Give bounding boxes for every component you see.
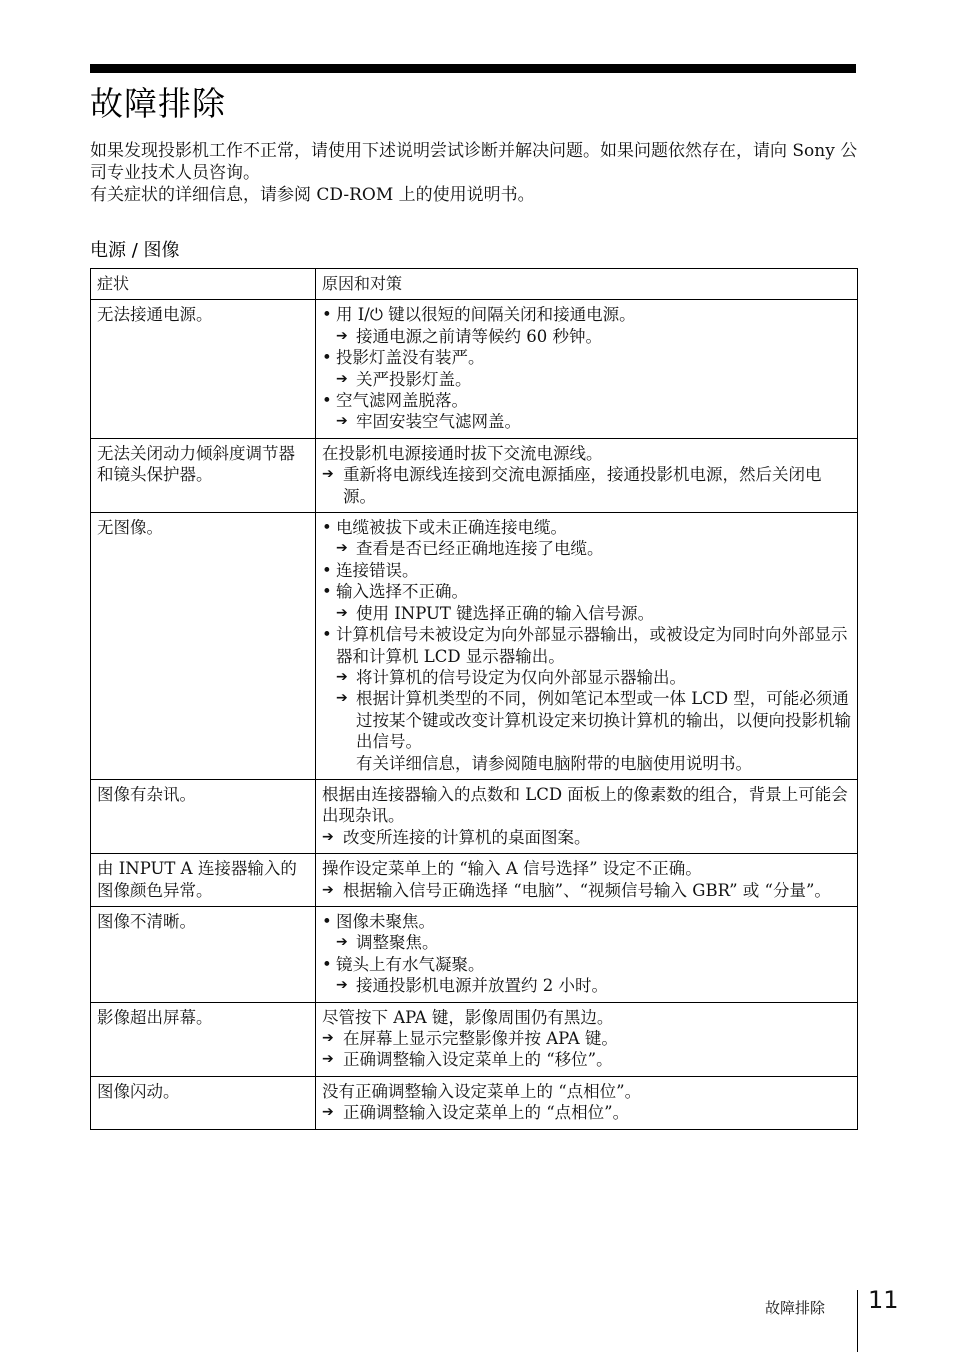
top-rule xyxy=(90,64,856,73)
remedy-item: ➔ 正确调整输入设定菜单上的 “点相位”。 xyxy=(322,1102,851,1123)
symptom-cell: 无法接通电源。 xyxy=(91,300,316,438)
symptom-cell: 由 INPUT A 连接器输入的图像颜色异常。 xyxy=(91,854,316,907)
symptom-cell: 图像闪动。 xyxy=(91,1076,316,1129)
table-row xyxy=(91,438,858,512)
table-row xyxy=(91,1076,858,1129)
remedy-cell xyxy=(316,854,858,907)
cause-item: • 空气滤网盖脱落。 xyxy=(322,390,851,411)
page-title: 故障排除 xyxy=(90,84,226,123)
remedy-item: ➔ 查看是否已经正确地连接了电缆。 xyxy=(322,538,851,559)
remedy-item: ➔ 根据计算机类型的不同，例如笔记本型或一体 LCD 型，可能必须通过按某个键或改变计算机设定来切换计算机的输出，以便向投影机输出信号。 xyxy=(322,688,851,752)
footer-section-label: 故障排除 xyxy=(765,1299,826,1317)
remedy-cell xyxy=(316,906,858,1002)
footer-divider xyxy=(857,1290,858,1352)
cause-text: 操作设定菜单上的 “输入 A 信号选择” 设定不正确。 xyxy=(322,859,702,879)
intro-paragraph: 如果发现投影机工作不正常，请使用下述说明尝试诊断并解决问题。如果问题依然存在，请向 Sony 公司专业技术人员咨询。 xyxy=(90,141,858,183)
cause-item: • 计算机信号未被设定为向外部显示器输出，或被设定为同时向外部显示器和计算机 LCD 显示器输出。 xyxy=(322,624,851,667)
cause-item: • 输入选择不正确。 xyxy=(322,581,851,602)
table-header-row xyxy=(91,269,858,300)
troubleshooting-table xyxy=(90,268,858,1130)
cause-item: • 用 I/⏻ 键以很短的间隔关闭和接通电源。 xyxy=(322,304,851,325)
remedy-item: ➔ 根据输入信号正确选择 “电脑”、“视频信号输入 GBR” 或 “分量”。 xyxy=(322,880,851,901)
remedy-item: 有关详细信息，请参阅随电脑附带的电脑使用说明书。 xyxy=(356,753,752,773)
cause-text: 没有正确调整输入设定菜单上的 “点相位”。 xyxy=(322,1081,642,1101)
symptom-cell: 无法关闭动力倾斜度调节器和镜头保护器。 xyxy=(91,438,316,512)
remedy-cell xyxy=(316,300,858,438)
remedy-cell xyxy=(316,779,858,853)
table-row xyxy=(91,906,858,1002)
table-row xyxy=(91,779,858,853)
symptom-cell: 图像不清晰。 xyxy=(91,906,316,1002)
section-title: 电源 / 图像 xyxy=(90,240,180,261)
remedy-cell xyxy=(316,1002,858,1076)
table-row xyxy=(91,854,858,907)
remedy-item: ➔ 改变所连接的计算机的桌面图案。 xyxy=(322,827,851,848)
cause-item: • 图像未聚焦。 xyxy=(322,911,851,932)
cause-item: • 电缆被拔下或未正确连接电缆。 xyxy=(322,517,851,538)
intro-paragraph: 有关症状的详细信息，请参阅 CD-ROM 上的使用说明书。 xyxy=(90,185,535,205)
cause-item: • 连接错误。 xyxy=(322,560,851,581)
remedy-item: ➔ 调整聚焦。 xyxy=(322,932,851,953)
header-symptom: 症状 xyxy=(91,269,316,300)
symptom-cell: 无图像。 xyxy=(91,513,316,780)
symptom-cell: 图像有杂讯。 xyxy=(91,779,316,853)
header-cause-remedy: 原因和对策 xyxy=(316,269,858,300)
remedy-item: ➔ 正确调整输入设定菜单上的 “移位”。 xyxy=(322,1049,851,1070)
table-row xyxy=(91,513,858,780)
cause-text: 在投影机电源接通时拔下交流电源线。 xyxy=(322,443,603,463)
remedy-item: ➔ 接通投影机电源并放置约 2 小时。 xyxy=(322,975,851,996)
table-row xyxy=(91,300,858,438)
cause-item: • 投影灯盖没有装严。 xyxy=(322,347,851,368)
intro-text xyxy=(90,140,860,206)
remedy-cell xyxy=(316,513,858,780)
remedy-item: ➔ 使用 INPUT 键选择正确的输入信号源。 xyxy=(322,603,851,624)
symptom-cell: 影像超出屏幕。 xyxy=(91,1002,316,1076)
cause-text: 尽管按下 APA 键，影像周围仍有黑边。 xyxy=(322,1007,614,1027)
page-number: 11 xyxy=(868,1286,899,1314)
cause-text: 根据由连接器输入的点数和 LCD 面板上的像素数的组合，背景上可能会出现杂讯。 xyxy=(322,784,848,826)
remedy-cell xyxy=(316,1076,858,1129)
remedy-item: ➔ 关严投影灯盖。 xyxy=(322,369,851,390)
cause-item: • 镜头上有水气凝聚。 xyxy=(322,954,851,975)
remedy-item: ➔ 将计算机的信号设定为仅向外部显示器输出。 xyxy=(322,667,851,688)
remedy-cell xyxy=(316,438,858,512)
remedy-item: ➔ 接通电源之前请等候约 60 秒钟。 xyxy=(322,326,851,347)
table-row xyxy=(91,1002,858,1076)
remedy-item: ➔ 在屏幕上显示完整影像并按 APA 键。 xyxy=(322,1028,851,1049)
remedy-item: ➔ 牢固安装空气滤网盖。 xyxy=(322,411,851,432)
remedy-item: ➔ 重新将电源线连接到交流电源插座，接通投影机电源，然后关闭电源。 xyxy=(322,464,851,507)
